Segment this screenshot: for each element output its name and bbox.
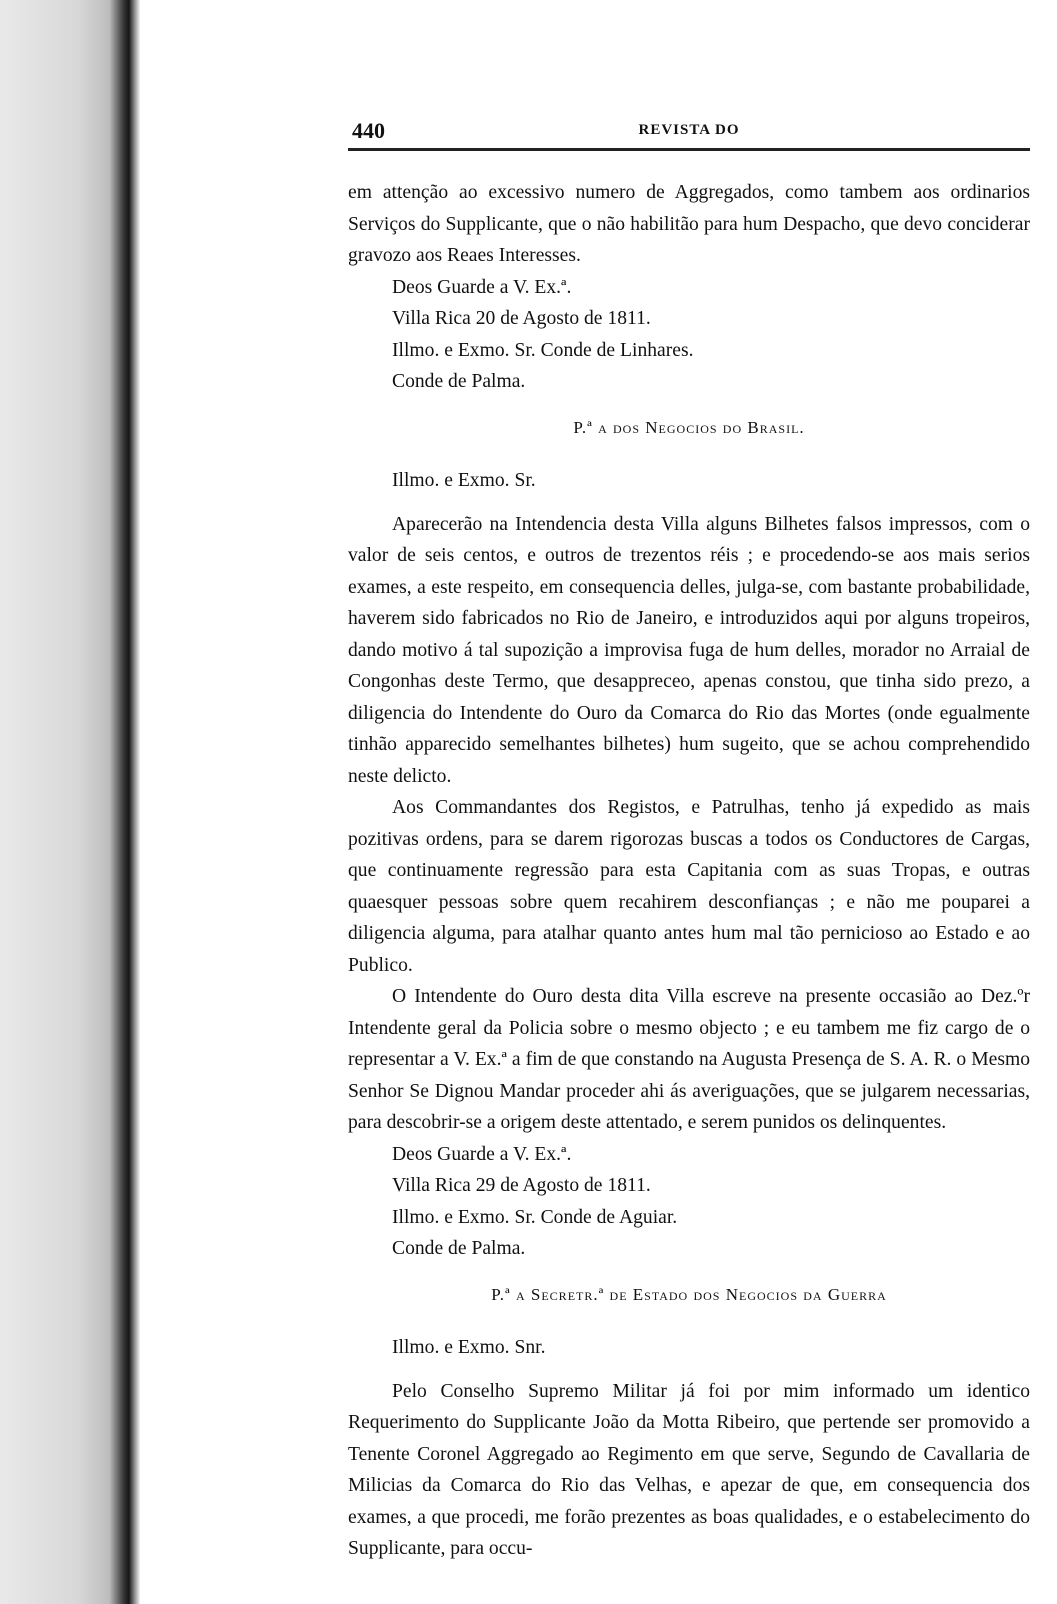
section2-paragraph-3: O Intendente do Ouro desta dita Villa escreve na presente occasião ao Dez.ºr Intendente geral da Policia sobre o mesmo objecto ; e eu tambem me fiz cargo de o representar a V. Ex.ª a fim de que constando na Augusta Presença de S. A. R. o Mesmo Senhor Se Dignou Mandar proceder ahi ás averiguações, que se julgarem necessarias, para descobrir-se a origem deste attentado, e serem punidos os delinquentes.	[348, 986, 1030, 1133]
letter1-salutation: Deos Guarde a V. Ex.ª.	[392, 276, 572, 298]
section2-addressee: Illmo. e Exmo. Sr. Conde de Aguiar.	[392, 1206, 678, 1228]
letter1-body: em attenção ao excessivo numero de Aggregados, como tambem aos ordinarios Serviços do Supplicante, que o não habilitão para hum Despacho, que devo conciderar gravozo aos Reaes Interesses.	[348, 182, 1030, 266]
section3-greeting: Illmo. e Exmo. Snr.	[392, 1337, 546, 1358]
page-text	[348, 177, 1030, 1565]
section2-title: P.ª a dos Negocios do Brasil.	[573, 417, 805, 437]
letter1-addressee: Illmo. e Exmo. Sr. Conde de Linhares.	[392, 339, 694, 361]
page-number: 440	[352, 118, 385, 143]
running-head	[348, 108, 1030, 151]
book-page	[348, 108, 1030, 1565]
section2-signature: Conde de Palma.	[392, 1238, 526, 1259]
running-title: REVISTA DO	[638, 122, 740, 138]
section2-paragraph-2: Aos Commandantes dos Registos, e Patrulhas, tenho já expedido as mais pozitivas ordens, para se darem rigorozas buscas a todos os Conductores de Cargas, que continuamente regressão para esta Capitania com as suas Tropas, e outras quaesquer pessoas sobre quem recahirem desconfianças ; e não me pouparei a diligencia alguma, para atalhar quanto antes hum mal tão pernicioso ao Estado e ao Publico.	[348, 797, 1030, 976]
letter1-signature: Conde de Palma.	[392, 371, 526, 392]
letter1-place-date: Villa Rica 20 de Agosto de 1811.	[392, 308, 651, 329]
section3-paragraph-1: Pelo Conselho Supremo Militar já foi por mim informado um identico Requerimento do Supplicante João da Motta Ribeiro, que pertende ser promovido a Tenente Coronel Aggregado ao Regimento em que serve, Segundo de Cavallaria de Milicias da Comarca do Rio das Velhas, e apezar de que, em consequencia dos exames, a que procedi, me forão prezentes as boas qualidades, e o estabelecimento do Supplicante, para occu-	[348, 1380, 1030, 1559]
section2-greeting: Illmo. e Exmo. Sr.	[392, 470, 536, 491]
section2-salutation: Deos Guarde a V. Ex.ª.	[392, 1143, 572, 1165]
section3-title: P.ª a Secretr.ª de Estado dos Negocios da Guerra	[491, 1284, 887, 1304]
section2-place-date: Villa Rica 29 de Agosto de 1811.	[392, 1175, 651, 1196]
binding-gutter	[0, 0, 140, 1604]
section2-paragraph-1: Aparecerão na Intendencia desta Villa alguns Bilhetes falsos impressos, com o valor de seis centos, e outros de trezentos réis ; e procedendo-se aos mais serios exames, a este respeito, em consequencia delles, julga-se, com bastante probabilidade, haverem sido fabricados no Rio de Janeiro, e introduzidos aqui por alguns tropeiros, dando motivo á tal supozição a improvisa fuga de hum delles, morador no Arraial de Congonhas deste Termo, que desappreceo, apenas constou, que tinha sido prezo, a diligencia do Intendente do Ouro da Comarca do Rio das Mortes (onde egualmente tinhão apparecido semelhantes bilhetes) hum sugeito, que se achou comprehendido neste delicto.	[348, 513, 1030, 787]
